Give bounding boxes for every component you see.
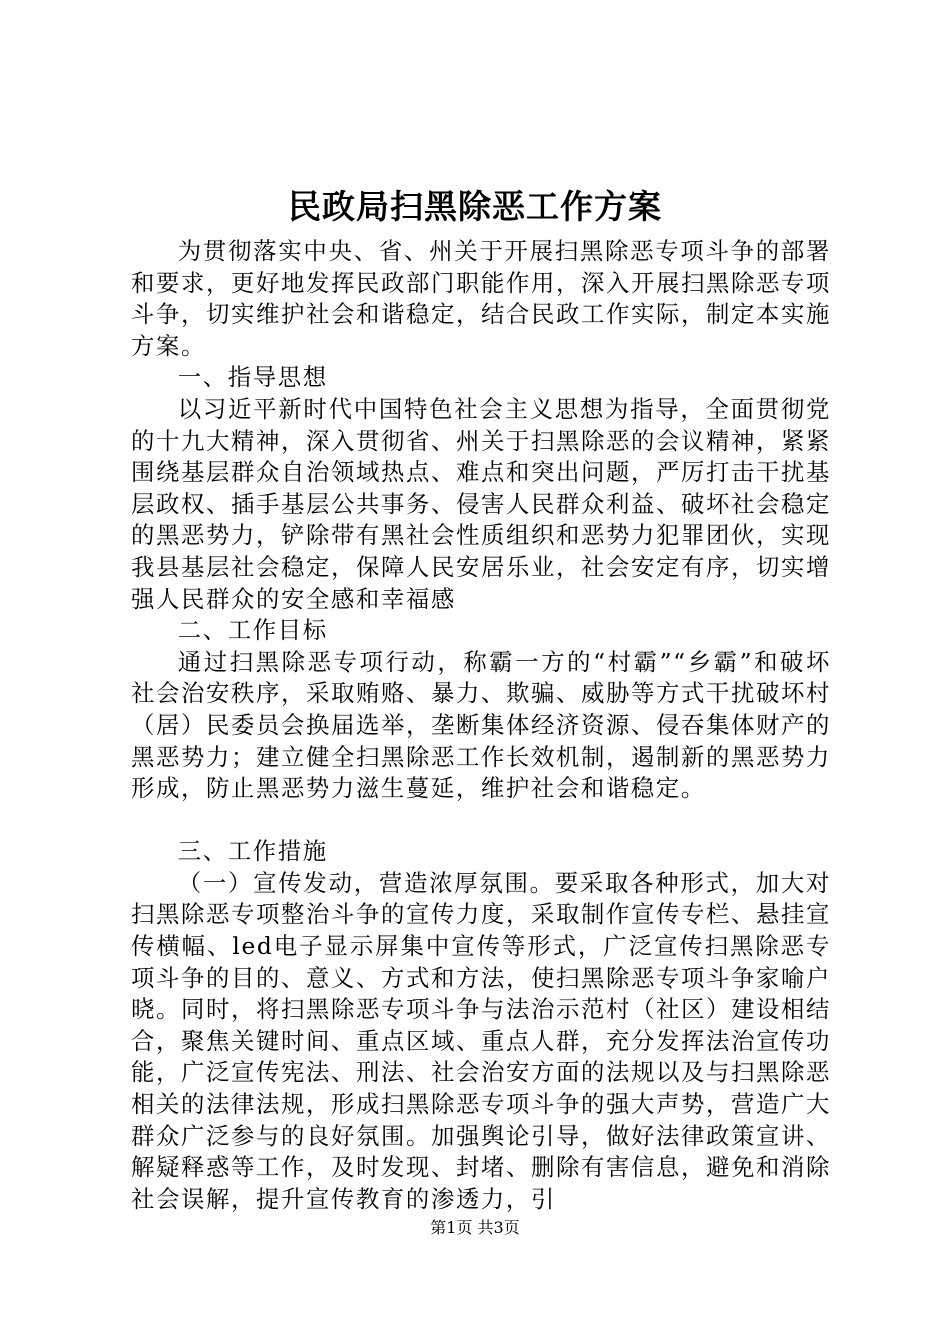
document-body [131,236,831,1215]
document-title: 民政局扫黑除恶工作方案 [288,187,662,226]
section-heading-work-goals: 二、工作目标 [177,616,328,645]
guiding-thought-paragraph: 以习近平新时代中国特色社会主义思想为指导，全面贯彻党的十九大精神，深入贯彻省、州关于扫黑除恶的会议精神，紧紧围绕基层群众自治领域热点、难点和突出问题，严厉打击干扰基层政权、插手基层公共事务、侵害人民群众利益、破坏社会稳定的黑恶势力，铲除带有黑社会性质组织和恶势力犯罪团伙，实现我县基层社会稳定，保障人民安居乐业，社会安定有序，切实增强人民群众的安全感和幸福感 [131,394,831,613]
section-heading-guiding-thought: 一、指导思想 [177,363,328,392]
work-goals-paragraph: 通过扫黑除恶专项行动，称霸一方的“村霸”“乡霸”和破坏社会治安秩序，采取贿赂、暴力、欺骗、威胁等方式干扰破坏村（居）民委员会换届选举，垄断集体经济资源、侵吞集体财产的黑恶势力；建立健全扫黑除恶工作长效机制，遏制新的黑恶势力形成，防止黑恶势力滋生蔓延，维护社会和谐稳定。 [131,647,831,803]
intro-paragraph: 为贯彻落实中央、省、州关于开展扫黑除恶专项斗争的部署和要求，更好地发挥民政部门职能作用，深入开展扫黑除恶专项斗争，切实维护社会和谐稳定，结合民政工作实际，制定本实施方案。 [131,237,831,360]
work-measures-paragraph: （一）宣传发动，营造浓厚氛围。要采取各种形式，加大对扫黑除恶专项整治斗争的宣传力度，采取制作宣传专栏、悬挂宣传横幅、led电子显示屏集中宣传等形式，广泛宣传扫黑除恶专项斗争的目的、意义、方式和方法，使扫黑除恶专项斗争家喻户晓。同时，将扫黑除恶专项斗争与法治示范村（社区）建设相结合，聚焦关键时间、重点区域、重点人群，充分发挥法治宣传功能，广泛宣传宪法、刑法、社会治安方面的法规以及与扫黑除恶相关的法律法规，形成扫黑除恶专项斗争的强大声势，营造广大群众广泛参与的良好氛围。加强舆论引导，做好法律政策宣讲、解疑释惑等工作，及时发现、封堵、删除有害信息，避免和消除社会误解，提升宣传教育的渗透力，引 [131,868,831,1213]
page-footer [0,1216,950,1240]
page-total: 共3页 [477,1218,520,1237]
page-number: 第1页 [430,1218,473,1237]
section-heading-work-measures: 三、工作措施 [177,837,328,866]
